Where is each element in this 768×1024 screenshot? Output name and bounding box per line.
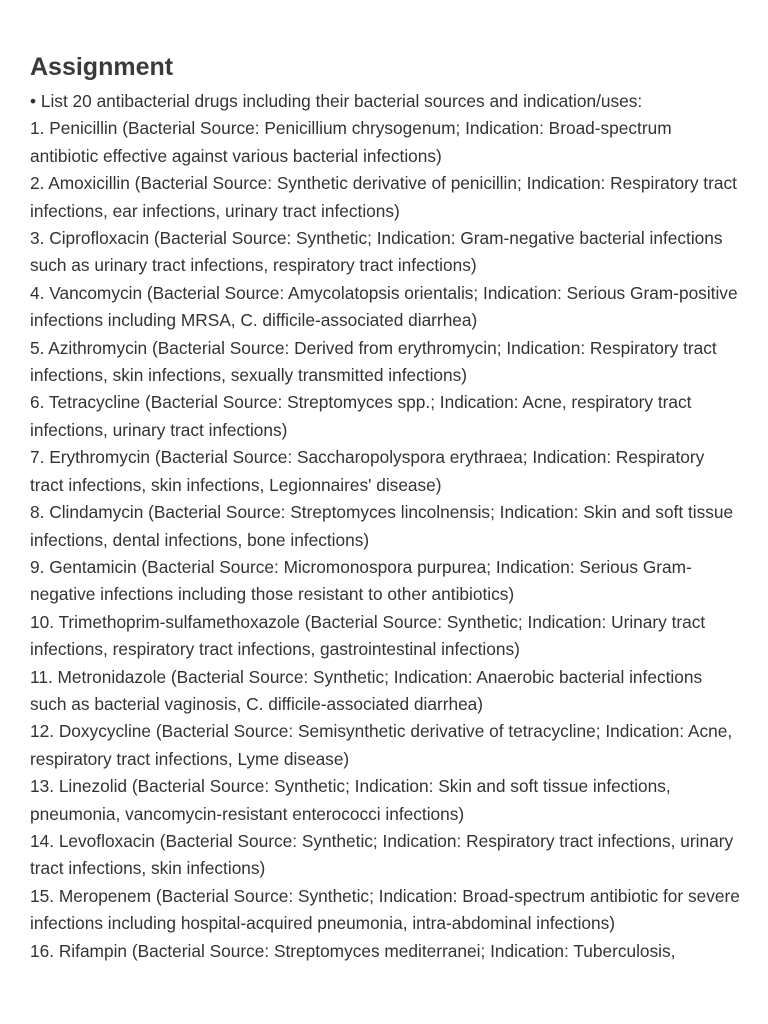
list-item: 9. Gentamicin (Bacterial Source: Micromonospora purpurea; Indication: Serious Gram-negative infections including those resistant to other antibiotics) [30, 556, 692, 605]
list-item: 16. Rifampin (Bacterial Source: Streptomyces mediterranei; Indication: Tuberculosis, [30, 940, 676, 961]
list-item: 3. Ciprofloxacin (Bacterial Source: Synthetic; Indication: Gram-negative bacterial infections such as urinary tract infections, respiratory tract infections) [30, 228, 723, 276]
list-item: 14. Levofloxacin (Bacterial Source: Synthetic; Indication: Respiratory tract infections, urinary tract infections, skin infections) [30, 830, 734, 879]
list-item: 7. Erythromycin (Bacterial Source: Saccharopolyspora erythraea; Indication: Respiratory tract infections, skin infections, Legionnaires' disease) [30, 447, 705, 495]
list-item: 2. Amoxicillin (Bacterial Source: Synthetic derivative of penicillin; Indication: Respiratory tract infections, ear infections, urinary tract infections) [30, 173, 737, 221]
list-item: 13. Linezolid (Bacterial Source: Synthetic; Indication: Skin and soft tissue infections, pneumonia, vancomycin-resistant enterococci infections) [30, 776, 671, 824]
document-body [30, 52, 742, 965]
list-item: 10. Trimethoprim-sulfamethoxazole (Bacterial Source: Synthetic; Indication: Urinary tract infections, respiratory tract infections, gastrointestinal infections) [30, 611, 706, 660]
list-item: 6. Tetracycline (Bacterial Source: Streptomyces spp.; Indication: Acne, respiratory tract infections, urinary tract infections) [30, 392, 692, 440]
list-item: 4. Vancomycin (Bacterial Source: Amycolatopsis orientalis; Indication: Serious Gram-positive infections including MRSA, C. difficile-associated diarrhea) [30, 282, 738, 331]
list-item: 8. Clindamycin (Bacterial Source: Streptomyces lincolnensis; Indication: Skin and soft tissue infections, dental infections, bone infections) [30, 502, 734, 550]
list-item: 5. Azithromycin (Bacterial Source: Derived from erythromycin; Indication: Respiratory tract infections, skin infections, sexually transmitted infections) [30, 337, 717, 386]
assignment-instruction: • List 20 antibacterial drugs including their bacterial sources and indication/uses: [30, 91, 643, 111]
page-title: Assignment [30, 53, 174, 81]
list-item: 12. Doxycycline (Bacterial Source: Semisynthetic derivative of tetracycline; Indication: Acne, respiratory tract infections, Lyme disease) [30, 721, 733, 769]
list-item: 1. Penicillin (Bacterial Source: Penicillium chrysogenum; Indication: Broad-spectrum antibiotic effective against various bacterial infections) [30, 118, 672, 166]
list-item: 15. Meropenem (Bacterial Source: Synthetic; Indication: Broad-spectrum antibiotic for severe infections including hospital-acquired pneumonia, intra-abdominal infections) [30, 885, 740, 934]
list-item: 11. Metronidazole (Bacterial Source: Synthetic; Indication: Anaerobic bacterial infections such as bacterial vaginosis, C. difficile-associated diarrhea) [30, 666, 703, 714]
